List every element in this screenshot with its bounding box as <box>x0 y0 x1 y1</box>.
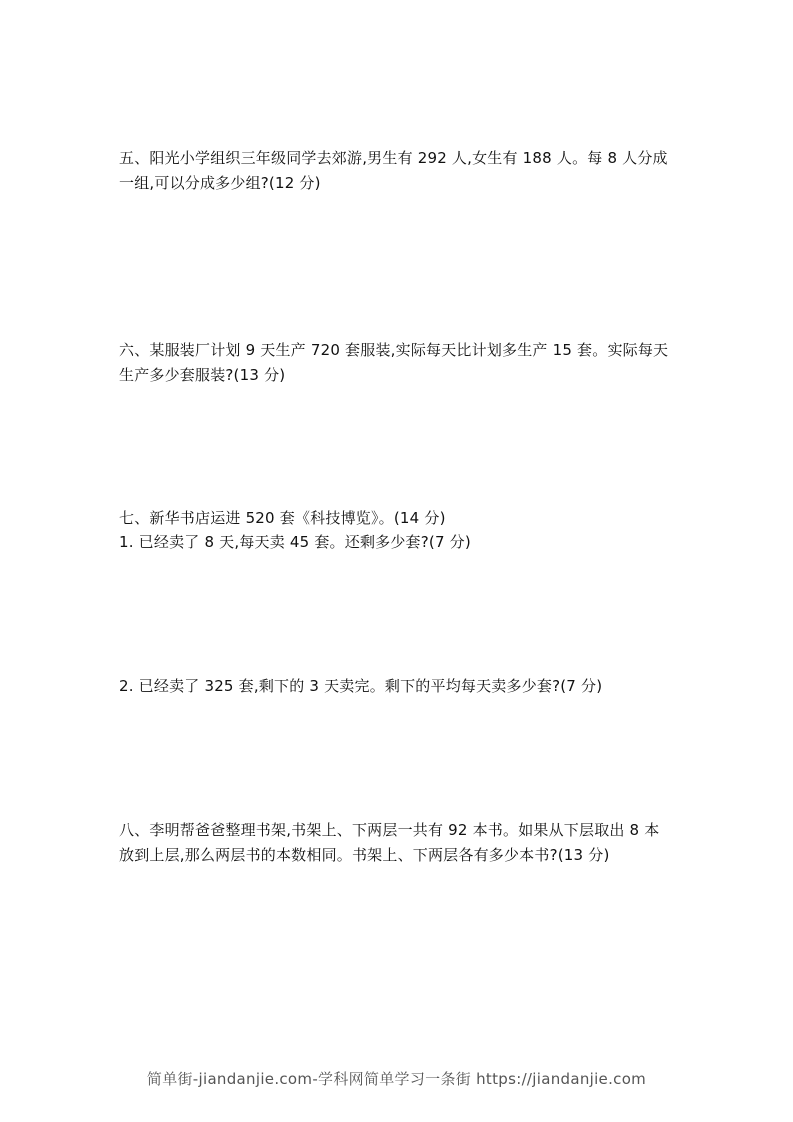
question-5-line-2: 一组,可以分成多少组?(12 分) <box>119 174 321 192</box>
question-7-heading: 七、新华书店运进 520 套《科技博览》。(14 分) <box>119 509 446 527</box>
page-footer-watermark: 简单街-jiandanjie.com-学科网简单学习一条街 https://jiandanjie.com <box>146 1070 647 1088</box>
question-7-sub-2: 2. 已经卖了 325 套,剩下的 3 天卖完。剩下的平均每天卖多少套?(7 分) <box>119 677 603 695</box>
question-7-sub-1: 1. 已经卖了 8 天,每天卖 45 套。还剩多少套?(7 分) <box>119 533 471 551</box>
question-6-line-2: 生产多少套服装?(13 分) <box>119 366 286 384</box>
question-6-line-1: 六、某服装厂计划 9 天生产 720 套服装,实际每天比计划多生产 15 套。实际每天 <box>119 341 669 359</box>
question-8-line-1: 八、李明帮爸爸整理书架,书架上、下两层一共有 92 本书。如果从下层取出 8 本 <box>119 821 660 839</box>
question-5-line-1: 五、阳光小学组织三年级同学去郊游,男生有 292 人,女生有 188 人。每 8 人分成 <box>119 149 668 167</box>
question-8-line-2: 放到上层,那么两层书的本数相同。书架上、下两层各有多少本书?(13 分) <box>119 846 610 864</box>
